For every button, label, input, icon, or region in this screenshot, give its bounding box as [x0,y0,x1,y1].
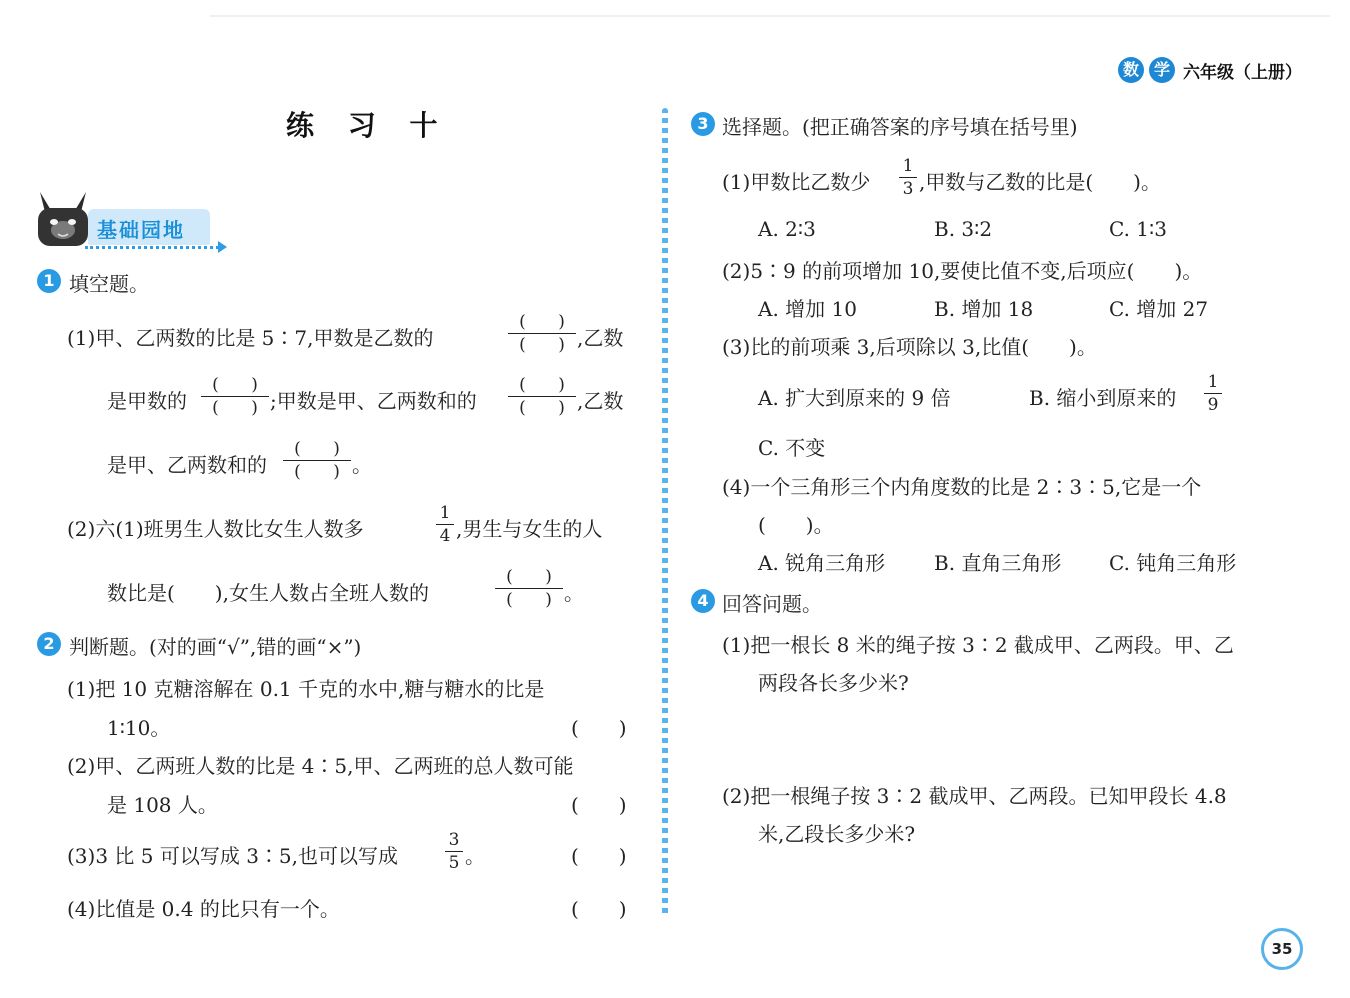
q3-3-fraction: 1 9 [1204,372,1222,415]
q2-4-answer-blank[interactable]: ( ) [571,897,627,921]
subject-char-2: 学 [1149,57,1175,83]
q4-heading: 回答问题。 [722,592,822,616]
q1-1-blank-fraction-2[interactable]: ( ) ( ) [201,375,269,418]
q1-2-blank-fraction[interactable]: ( ) ( ) [495,567,563,610]
question-number-3: 3 [691,112,715,136]
q2-3-answer-blank[interactable]: ( ) [571,844,627,868]
q3-4-option-a[interactable]: A. 锐角三角形 [758,551,886,575]
q3-1-option-a[interactable]: A. 2∶3 [758,217,816,241]
column-divider [662,108,668,918]
q3-4-option-b[interactable]: B. 直角三角形 [934,551,1062,575]
q3-4-text-a: (4)一个三角形三个内角度数的比是 2∶3∶5,它是一个 [722,475,1202,499]
rabbit-mascot-icon [32,190,94,248]
q1-1-text-a: (1)甲、乙两数的比是 5∶7,甲数是乙数的 [67,326,434,350]
q1-1-text-e: ,乙数 [577,389,624,413]
q1-2-text-d: 。 [564,581,584,605]
q1-2-fraction: 1 4 [436,503,454,546]
question-number-2: 2 [37,632,61,656]
grade-label: 六年级（上册） [1183,63,1302,83]
q3-2-option-c[interactable]: C. 增加 27 [1109,297,1209,321]
q3-4-text-b[interactable]: ( )。 [758,513,834,537]
badge-arrow-icon [218,241,227,253]
q1-1-text-f: 是甲、乙两数和的 [107,453,267,477]
q3-1-option-c[interactable]: C. 1∶3 [1109,217,1167,241]
q3-1-option-b[interactable]: B. 3∶2 [934,217,993,241]
q2-1-text-a: (1)把 10 克糖溶解在 0.1 千克的水中,糖与糖水的比是 [67,677,545,701]
q3-1-fraction: 1 3 [899,156,917,199]
q1-1-text-b: ,乙数 [577,326,624,350]
q3-2-option-a[interactable]: A. 增加 10 [758,297,857,321]
q3-1-text-b: ,甲数与乙数的比是( )。 [919,170,1161,194]
q1-1-blank-fraction-4[interactable]: ( ) ( ) [283,439,351,482]
question-number-1: 1 [37,269,61,293]
q3-1-text-a: (1)甲数比乙数少 [722,170,871,194]
q2-heading: 判断题。(对的画“√”,错的画“×”) [69,635,362,659]
q2-3-text-b: 。 [465,844,485,868]
q3-heading: 选择题。(把正确答案的序号填在括号里) [722,115,1078,139]
q3-4-option-c[interactable]: C. 钝角三角形 [1109,551,1237,575]
q1-1-blank-fraction-1[interactable]: ( ) ( ) [508,312,576,355]
question-number-4: 4 [691,589,715,613]
q3-3-option-c[interactable]: C. 不变 [758,436,826,460]
top-rule [210,15,1330,17]
section-badge-label: 基础园地 [97,218,185,242]
q2-1-text-b: 1∶10。 [107,716,171,740]
q2-2-text-a: (2)甲、乙两班人数的比是 4∶5,甲、乙两班的总人数可能 [67,754,574,778]
q4-1-text-b: 两段各长多少米? [758,671,909,695]
q1-1-blank-fraction-3[interactable]: ( ) ( ) [508,375,576,418]
page-number: 35 [1261,928,1303,970]
q1-2-text-a: (2)六(1)班男生人数比女生人数多 [67,517,364,541]
badge-dotted-line [85,246,219,249]
q2-3-fraction: 3 5 [445,830,463,873]
q3-2-option-b[interactable]: B. 增加 18 [934,297,1034,321]
q2-2-answer-blank[interactable]: ( ) [571,793,627,817]
q1-2-text-c: 数比是( ),女生人数占全班人数的 [107,581,429,605]
q4-1-text-a: (1)把一根长 8 米的绳子按 3∶2 截成甲、乙两段。甲、乙 [722,633,1234,657]
q2-1-answer-blank[interactable]: ( ) [571,716,627,740]
q1-2-text-b: ,男生与女生的人 [456,517,603,541]
subject-char-1: 数 [1118,57,1144,83]
q3-3-text: (3)比的前项乘 3,后项除以 3,比值( )。 [722,335,1097,359]
q2-2-text-b: 是 108 人。 [107,793,218,817]
q1-1-text-g: 。 [352,453,372,477]
q4-2-text-a: (2)把一根绳子按 3∶2 截成甲、乙两段。已知甲段长 4.8 [722,784,1227,808]
q1-1-text-d: ;甲数是甲、乙两数和的 [270,389,477,413]
q3-2-text: (2)5∶9 的前项增加 10,要使比值不变,后项应( )。 [722,259,1203,283]
q2-4-text: (4)比值是 0.4 的比只有一个。 [67,897,340,921]
q4-2-text-b: 米,乙段长多少米? [758,822,916,846]
q3-3-option-a[interactable]: A. 扩大到原来的 9 倍 [758,386,951,410]
q1-heading: 填空题。 [69,272,149,296]
page-title: 练 习 十 [286,109,450,142]
q2-3-text-a: (3)3 比 5 可以写成 3∶5,也可以写成 [67,844,399,868]
q3-3-option-b[interactable]: B. 缩小到原来的 [1029,386,1177,410]
q1-1-text-c: 是甲数的 [107,389,187,413]
